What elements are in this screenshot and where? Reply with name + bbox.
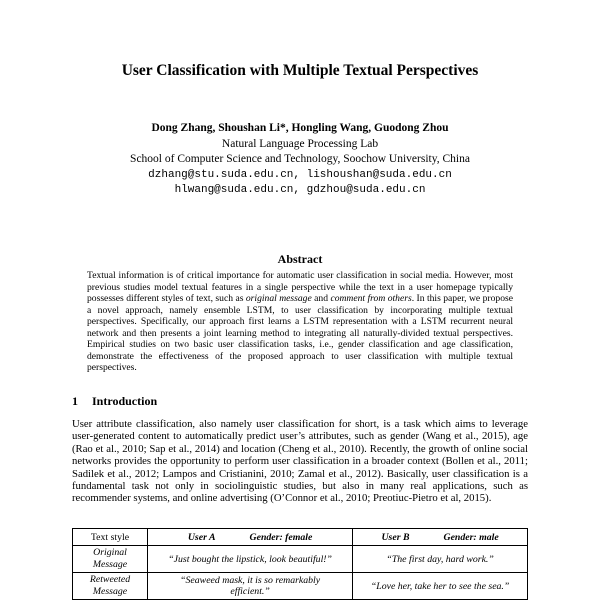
section-heading — [72, 394, 157, 409]
table-row — [73, 546, 528, 573]
abstract-emphasis-2: comment from others — [330, 293, 412, 304]
user-b-message: “The first day, hard work.” — [353, 546, 528, 573]
paper-title: User Classification with Multiple Textual Perspectives — [121, 62, 479, 79]
user-b-message: “Love her, take her to see the sea.” — [353, 573, 528, 600]
affiliation-lab: Natural Language Processing Lab — [221, 138, 379, 150]
table-header-row — [73, 529, 528, 546]
author-emails-line2: hlwang@suda.edu.cn, gdzhou@suda.edu.cn — [174, 184, 426, 196]
author-list: Dong Zhang, Shoushan Li*, Hongling Wang, Guodong Zhou — [151, 122, 449, 134]
row-label-line1: Original — [93, 547, 127, 558]
abstract-body — [87, 270, 513, 374]
row-label — [73, 546, 148, 573]
section-title: Introduction — [92, 394, 158, 408]
row-label-line2: Message — [92, 559, 128, 570]
abstract-heading: Abstract — [277, 252, 323, 266]
row-label-line1: Retweeted — [89, 574, 131, 585]
row-label — [73, 573, 148, 600]
affiliation-school: School of Computer Science and Technology, Soochow University, China — [130, 153, 470, 165]
table-header-user-b — [353, 529, 528, 546]
user-a-label: User A — [187, 531, 216, 543]
table-header-user-a — [148, 529, 353, 546]
user-b-label: User B — [381, 531, 410, 543]
abstract-text-1: Textual information is of critical importance for automatic user classification in social media. However, most previous studies model textual features in a single perspective while the text in a user homepage typically possesses different styles of text, such as — [87, 270, 513, 304]
introduction-paragraph: User attribute classification, also namely user classification for short, is a task which aims to leverage user-generated content to automatically predict user’s attributes, such as gender (Wang et al., 2015), age (Rao et al., 2010; Sap et al., 2014) and location (Cheng et al., 2010). Recently, the growth of online social networks provides the opportunity to perform user classification in a broader context (Bollen et al., 2011; Sadilek et al., 2012; Lampos and Cristianini, 2010; Zamal et al., 2012). Basically, user classification is a fundamental task not only in sociolinguistic studies, but also in many real applications, such as recommender systems, and online advertising (O’Connor et al., 2010; Preotiuc-Pietro et al, 2015). — [72, 418, 528, 505]
user-a-message — [148, 573, 353, 600]
table-header-text-style: Text style — [73, 529, 148, 546]
row-label-line2: Message — [92, 586, 128, 597]
abstract-emphasis-1: original message — [245, 293, 312, 304]
section-number: 1 — [72, 394, 78, 408]
user-a-message-line1: “Seaweed mask, it is so remarkably — [180, 575, 321, 586]
user-a-message-line2: efficient.” — [230, 586, 270, 597]
user-b-gender: Gender: male — [443, 531, 499, 543]
abstract-text-3: . In this paper, we propose a novel approach, namely ensemble LSTM, to user classification by incorporating multiple textual perspectives. Specifically, our approach first learns a LSTM representation with a LSTM recurrent neural network and then presents a joint learning method to integrating all naturally-divided textual perspectives. Empirical studies on two basic user classification tasks, i.e., gender classification and age classification, demonstrate the effectiveness of the proposed approach to user classification with multiple textual perspectives. — [87, 293, 513, 373]
abstract-text-2: and — [311, 293, 331, 304]
table-row — [73, 573, 528, 600]
example-table — [72, 528, 528, 600]
user-a-message: “Just bought the lipstick, look beautiful!” — [148, 546, 353, 573]
user-a-gender: Gender: female — [249, 531, 313, 543]
author-emails-line1: dzhang@stu.suda.edu.cn, lishoushan@suda.edu.cn — [148, 169, 452, 181]
